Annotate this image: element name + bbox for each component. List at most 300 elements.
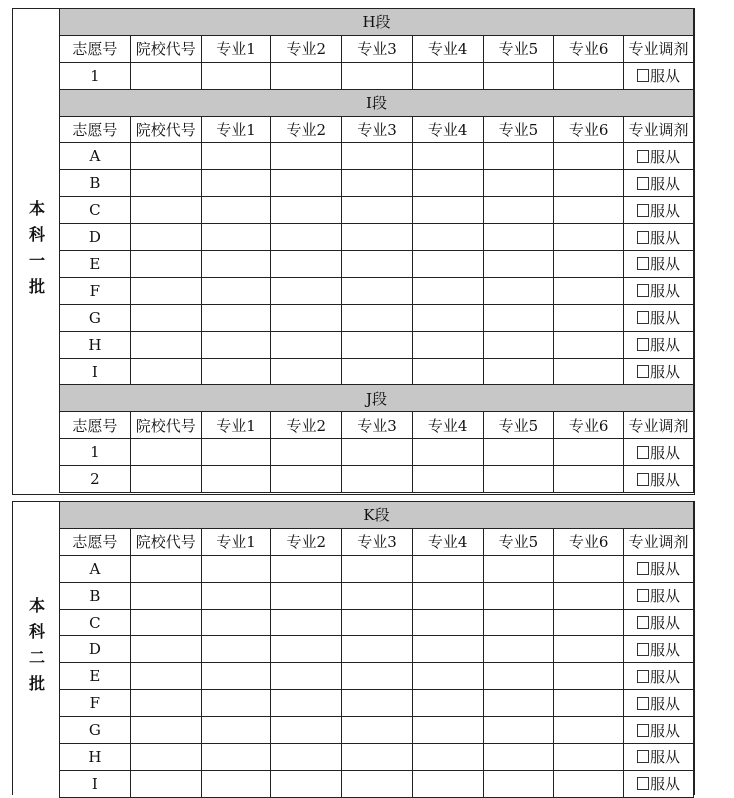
table-row [60, 609, 694, 636]
obey-checkbox[interactable] [637, 311, 649, 324]
major-cell[interactable] [412, 582, 483, 609]
batch-label-cell [13, 502, 59, 795]
adjust-cell [624, 251, 694, 278]
major-cell[interactable] [271, 277, 342, 304]
major-cell[interactable] [201, 663, 271, 690]
choice-number: 2 [60, 466, 131, 493]
major-cell[interactable] [483, 609, 554, 636]
column-header: 专业4 [412, 528, 483, 555]
column-header: 专业6 [554, 412, 624, 439]
school-code-cell[interactable] [130, 466, 201, 493]
adjust-cell [624, 582, 694, 609]
major-cell[interactable] [342, 636, 413, 663]
obey-label: 服从 [650, 614, 681, 632]
obey-label: 服从 [650, 667, 681, 686]
obey-checkbox[interactable] [637, 473, 649, 486]
school-code-cell[interactable] [130, 663, 201, 690]
major-cell[interactable] [201, 331, 271, 358]
school-code-cell[interactable] [130, 555, 201, 582]
major-cell[interactable] [412, 304, 483, 331]
major-cell[interactable] [271, 582, 342, 609]
major-cell[interactable] [342, 582, 413, 609]
major-cell[interactable] [554, 197, 624, 224]
application-table [59, 501, 694, 798]
application-table [59, 8, 694, 493]
column-header: 志愿号 [60, 116, 131, 143]
obey-label: 服从 [650, 363, 681, 382]
column-header: 专业4 [412, 116, 483, 143]
choice-number: F [60, 690, 131, 717]
obey-label: 服从 [650, 147, 681, 166]
major-cell[interactable] [342, 277, 413, 304]
major-cell[interactable] [412, 170, 483, 197]
column-header: 院校代号 [130, 116, 201, 143]
column-header: 专业5 [483, 412, 554, 439]
major-cell[interactable] [201, 744, 271, 771]
column-header: 专业2 [271, 528, 342, 555]
major-cell[interactable] [412, 636, 483, 663]
major-cell[interactable] [483, 358, 554, 385]
major-cell[interactable] [554, 224, 624, 251]
obey-checkbox[interactable] [637, 204, 649, 217]
major-cell[interactable] [201, 582, 271, 609]
major-cell[interactable] [554, 251, 624, 278]
segment-title-row [60, 9, 694, 36]
major-cell[interactable] [342, 663, 413, 690]
table-row [60, 331, 694, 358]
major-cell[interactable] [483, 690, 554, 717]
major-cell[interactable] [554, 770, 624, 797]
major-cell[interactable] [271, 62, 342, 89]
adjust-cell [624, 143, 694, 170]
major-cell[interactable] [483, 717, 554, 744]
major-cell[interactable] [201, 609, 271, 636]
column-header: 专业6 [554, 35, 624, 62]
column-header: 专业3 [342, 412, 413, 439]
obey-label: 服从 [650, 640, 681, 659]
adjust-cell [624, 744, 694, 771]
school-code-cell[interactable] [130, 636, 201, 663]
major-cell[interactable] [412, 770, 483, 797]
major-cell[interactable] [342, 770, 413, 797]
choice-number: A [60, 555, 131, 582]
major-cell[interactable] [201, 62, 271, 89]
school-code-cell[interactable] [130, 717, 201, 744]
major-cell[interactable] [554, 439, 624, 466]
major-cell[interactable] [483, 439, 554, 466]
major-cell[interactable] [554, 582, 624, 609]
obey-label: 服从 [650, 336, 681, 355]
column-header: 专业调剂 [624, 35, 694, 62]
major-cell[interactable] [412, 744, 483, 771]
major-cell[interactable] [342, 744, 413, 771]
obey-checkbox[interactable] [637, 616, 649, 629]
major-cell[interactable] [201, 636, 271, 663]
table-row [60, 170, 694, 197]
column-header: 专业1 [201, 412, 271, 439]
major-cell[interactable] [412, 439, 483, 466]
column-header: 专业3 [342, 528, 413, 555]
obey-label: 服从 [650, 443, 681, 462]
choice-number: E [60, 663, 131, 690]
choice-number: I [60, 358, 131, 385]
obey-label: 服从 [650, 470, 681, 489]
major-cell[interactable] [412, 717, 483, 744]
column-header: 专业调剂 [624, 116, 694, 143]
segment-title: H段 [60, 9, 694, 36]
adjust-cell [624, 609, 694, 636]
column-header: 专业2 [271, 412, 342, 439]
major-cell[interactable] [342, 555, 413, 582]
major-cell[interactable] [483, 331, 554, 358]
obey-label: 服从 [650, 721, 681, 740]
column-header: 专业5 [483, 116, 554, 143]
table-row [60, 555, 694, 582]
major-cell[interactable] [483, 466, 554, 493]
adjust-cell [624, 277, 694, 304]
column-header: 专业6 [554, 528, 624, 555]
table-row [60, 690, 694, 717]
column-header: 专业1 [201, 35, 271, 62]
major-cell[interactable] [412, 358, 483, 385]
school-code-cell[interactable] [130, 251, 201, 278]
major-cell[interactable] [554, 609, 624, 636]
major-cell[interactable] [554, 170, 624, 197]
major-cell[interactable] [201, 466, 271, 493]
major-cell[interactable] [412, 466, 483, 493]
major-cell[interactable] [271, 197, 342, 224]
obey-label: 服从 [650, 282, 681, 301]
major-cell[interactable] [342, 143, 413, 170]
major-cell[interactable] [554, 331, 624, 358]
column-header: 专业1 [201, 116, 271, 143]
major-cell[interactable] [412, 609, 483, 636]
table-row [60, 663, 694, 690]
school-code-cell[interactable] [130, 609, 201, 636]
segment-title: K段 [60, 502, 694, 529]
major-cell[interactable] [201, 143, 271, 170]
obey-label: 服从 [650, 201, 681, 220]
adjust-cell [624, 690, 694, 717]
batch-block-1 [12, 8, 695, 495]
major-cell[interactable] [483, 62, 554, 89]
table-row [60, 582, 694, 609]
segment-title-row [60, 385, 694, 412]
school-code-cell[interactable] [130, 770, 201, 797]
adjust-cell [624, 439, 694, 466]
choice-number: G [60, 717, 131, 744]
major-cell[interactable] [554, 636, 624, 663]
school-code-cell[interactable] [130, 62, 201, 89]
column-header: 院校代号 [130, 35, 201, 62]
major-cell[interactable] [342, 62, 413, 89]
choice-number: F [60, 277, 131, 304]
major-cell[interactable] [201, 224, 271, 251]
major-cell[interactable] [271, 143, 342, 170]
column-header: 专业3 [342, 116, 413, 143]
major-cell[interactable] [342, 304, 413, 331]
table-row [60, 439, 694, 466]
major-cell[interactable] [201, 770, 271, 797]
column-header: 专业2 [271, 116, 342, 143]
school-code-cell[interactable] [130, 439, 201, 466]
obey-label: 服从 [650, 560, 681, 579]
major-cell[interactable] [554, 62, 624, 89]
major-cell[interactable] [554, 277, 624, 304]
choice-number: D [60, 636, 131, 663]
adjust-cell [624, 636, 694, 663]
major-cell[interactable] [483, 744, 554, 771]
column-header: 专业3 [342, 35, 413, 62]
major-cell[interactable] [412, 331, 483, 358]
school-code-cell[interactable] [130, 224, 201, 251]
major-cell[interactable] [412, 62, 483, 89]
table-row [60, 224, 694, 251]
major-cell[interactable] [342, 331, 413, 358]
major-cell[interactable] [201, 358, 271, 385]
column-header: 专业2 [271, 35, 342, 62]
school-code-cell[interactable] [130, 197, 201, 224]
batch-label: 本科二批 [26, 596, 46, 701]
obey-checkbox[interactable] [637, 177, 649, 190]
major-cell[interactable] [483, 251, 554, 278]
batch-block-2 [12, 501, 695, 795]
school-code-cell[interactable] [130, 358, 201, 385]
major-cell[interactable] [342, 170, 413, 197]
major-cell[interactable] [271, 636, 342, 663]
major-cell[interactable] [271, 304, 342, 331]
obey-label: 服从 [650, 174, 681, 193]
column-header: 志愿号 [60, 528, 131, 555]
column-header-row [60, 116, 694, 143]
obey-label: 服从 [650, 67, 681, 86]
adjust-cell [624, 62, 694, 89]
major-cell[interactable] [483, 277, 554, 304]
obey-checkbox[interactable] [637, 257, 649, 270]
segment-title: J段 [60, 385, 694, 412]
table-row [60, 143, 694, 170]
major-cell[interactable] [201, 717, 271, 744]
major-cell[interactable] [554, 358, 624, 385]
choice-number: 1 [60, 439, 131, 466]
column-header: 专业6 [554, 116, 624, 143]
table-row [60, 251, 694, 278]
major-cell[interactable] [483, 555, 554, 582]
adjust-cell [624, 197, 694, 224]
major-cell[interactable] [483, 143, 554, 170]
school-code-cell[interactable] [130, 277, 201, 304]
major-cell[interactable] [554, 744, 624, 771]
major-cell[interactable] [412, 663, 483, 690]
column-header: 专业4 [412, 35, 483, 62]
major-cell[interactable] [201, 690, 271, 717]
major-cell[interactable] [483, 170, 554, 197]
table-row [60, 62, 694, 89]
column-header: 专业5 [483, 528, 554, 555]
table-row [60, 636, 694, 663]
obey-checkbox[interactable] [637, 562, 649, 575]
major-cell[interactable] [412, 555, 483, 582]
choice-number: G [60, 304, 131, 331]
table-row [60, 304, 694, 331]
obey-label: 服从 [650, 587, 681, 606]
batch-label: 本科一批 [26, 199, 46, 304]
major-cell[interactable] [554, 663, 624, 690]
major-cell[interactable] [342, 224, 413, 251]
column-header: 院校代号 [130, 412, 201, 439]
major-cell[interactable] [483, 770, 554, 797]
major-cell[interactable] [342, 197, 413, 224]
major-cell[interactable] [483, 224, 554, 251]
major-cell[interactable] [271, 663, 342, 690]
obey-checkbox[interactable] [637, 697, 649, 710]
major-cell[interactable] [412, 197, 483, 224]
major-cell[interactable] [271, 358, 342, 385]
major-cell[interactable] [271, 717, 342, 744]
school-code-cell[interactable] [130, 331, 201, 358]
obey-checkbox[interactable] [637, 338, 649, 351]
major-cell[interactable] [342, 358, 413, 385]
major-cell[interactable] [201, 170, 271, 197]
major-cell[interactable] [342, 466, 413, 493]
school-code-cell[interactable] [130, 143, 201, 170]
segment-title-row [60, 502, 694, 529]
school-code-cell[interactable] [130, 304, 201, 331]
adjust-cell [624, 663, 694, 690]
major-cell[interactable] [554, 143, 624, 170]
obey-checkbox[interactable] [637, 365, 649, 378]
choice-number: H [60, 744, 131, 771]
obey-checkbox[interactable] [637, 150, 649, 163]
major-cell[interactable] [554, 304, 624, 331]
table-row [60, 717, 694, 744]
major-cell[interactable] [201, 439, 271, 466]
major-cell[interactable] [271, 439, 342, 466]
major-cell[interactable] [342, 690, 413, 717]
major-cell[interactable] [271, 251, 342, 278]
obey-checkbox[interactable] [637, 724, 649, 737]
table-row [60, 277, 694, 304]
segment-title: I段 [60, 89, 694, 116]
batch-label-cell [13, 9, 59, 494]
choice-number: I [60, 770, 131, 797]
major-cell[interactable] [201, 251, 271, 278]
choice-number: C [60, 197, 131, 224]
adjust-cell [624, 170, 694, 197]
table-row [60, 358, 694, 385]
adjust-cell [624, 466, 694, 493]
choice-number: H [60, 331, 131, 358]
school-code-cell[interactable] [130, 170, 201, 197]
adjust-cell [624, 358, 694, 385]
column-header: 专业调剂 [624, 528, 694, 555]
major-cell[interactable] [271, 690, 342, 717]
table-row [60, 466, 694, 493]
choice-number: D [60, 224, 131, 251]
major-cell[interactable] [271, 744, 342, 771]
major-cell[interactable] [483, 582, 554, 609]
major-cell[interactable] [201, 277, 271, 304]
major-cell[interactable] [271, 466, 342, 493]
obey-checkbox[interactable] [637, 231, 649, 244]
major-cell[interactable] [342, 251, 413, 278]
major-cell[interactable] [483, 636, 554, 663]
major-cell[interactable] [271, 170, 342, 197]
major-cell[interactable] [554, 555, 624, 582]
column-header: 专业1 [201, 528, 271, 555]
school-code-cell[interactable] [130, 744, 201, 771]
adjust-cell [624, 555, 694, 582]
major-cell[interactable] [271, 770, 342, 797]
choice-number: E [60, 251, 131, 278]
column-header: 专业4 [412, 412, 483, 439]
obey-checkbox[interactable] [637, 777, 649, 790]
major-cell[interactable] [342, 609, 413, 636]
table-row [60, 197, 694, 224]
major-cell[interactable] [201, 555, 271, 582]
major-cell[interactable] [201, 304, 271, 331]
obey-checkbox[interactable] [637, 750, 649, 763]
obey-checkbox[interactable] [637, 670, 649, 683]
column-header: 专业5 [483, 35, 554, 62]
major-cell[interactable] [483, 304, 554, 331]
major-cell[interactable] [483, 197, 554, 224]
obey-checkbox[interactable] [637, 284, 649, 297]
obey-checkbox[interactable] [637, 69, 649, 82]
major-cell[interactable] [554, 466, 624, 493]
column-header: 志愿号 [60, 412, 131, 439]
adjust-cell [624, 224, 694, 251]
school-code-cell[interactable] [130, 582, 201, 609]
major-cell[interactable] [271, 224, 342, 251]
column-header-row [60, 412, 694, 439]
major-cell[interactable] [271, 331, 342, 358]
column-header: 志愿号 [60, 35, 131, 62]
segment-title-row [60, 89, 694, 116]
adjust-cell [624, 770, 694, 797]
obey-checkbox[interactable] [637, 446, 649, 459]
obey-checkbox[interactable] [637, 589, 649, 602]
major-cell[interactable] [271, 609, 342, 636]
obey-label: 服从 [650, 255, 681, 274]
adjust-cell [624, 331, 694, 358]
major-cell[interactable] [412, 690, 483, 717]
column-header-row [60, 35, 694, 62]
major-cell[interactable] [201, 197, 271, 224]
column-header: 专业调剂 [624, 412, 694, 439]
adjust-cell [624, 717, 694, 744]
major-cell[interactable] [554, 717, 624, 744]
major-cell[interactable] [412, 224, 483, 251]
obey-label: 服从 [650, 775, 681, 794]
major-cell[interactable] [554, 690, 624, 717]
table-row [60, 744, 694, 771]
major-cell[interactable] [483, 663, 554, 690]
major-cell[interactable] [342, 439, 413, 466]
major-cell[interactable] [412, 277, 483, 304]
obey-label: 服从 [650, 748, 681, 767]
major-cell[interactable] [271, 555, 342, 582]
major-cell[interactable] [412, 251, 483, 278]
obey-label: 服从 [650, 694, 681, 713]
table-row [60, 770, 694, 797]
school-code-cell[interactable] [130, 690, 201, 717]
choice-number: B [60, 582, 131, 609]
major-cell[interactable] [342, 717, 413, 744]
obey-label: 服从 [650, 309, 681, 328]
obey-checkbox[interactable] [637, 643, 649, 656]
major-cell[interactable] [412, 143, 483, 170]
